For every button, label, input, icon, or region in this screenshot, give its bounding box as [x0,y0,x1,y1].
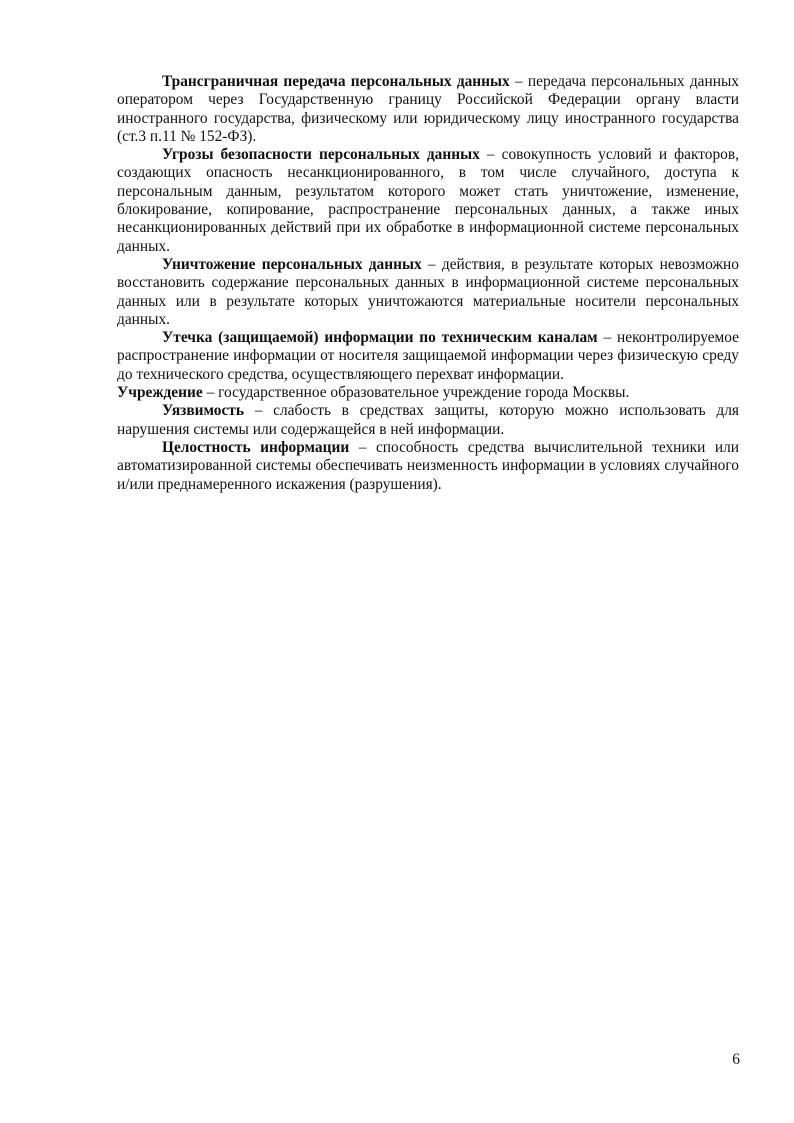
definition-text: – неконтролируемое распространение информации от носителя защищаемой информации через физическую среду до технического средства, осуществляющего перехват информации. [117,329,740,383]
definition-paragraph [117,146,739,256]
definition-paragraph [117,73,739,146]
definition-paragraph [117,329,739,384]
page-number: 6 [732,1051,740,1068]
definition-text: – способность средства вычислительной техники или автоматизированной системы обеспечивать неизменность информации в условиях случайного и/или преднамеренного искажения (разрушения). [117,438,739,493]
definition-term: Угрозы безопасности персональных данных [162,146,480,164]
definition-term: Трансграничная передача персональных данных [162,73,510,90]
definition-text: – совокупность условий и факторов, создающих опасность несанкционированного, в том числе случайного, доступа к персональным данным, результатом которого может стать уничтожение, изменение, блокирование, копирование, распространение персональных данных, а также иных несанкционированных действий при их обработке в информационной системе персональных данных. [117,146,739,255]
definition-term: Уязвимость [162,402,245,420]
definition-paragraph [117,384,739,402]
definition-text: – государственное образовательное учреждение города Москвы. [202,384,630,402]
definition-term: Целостность информации [162,438,350,456]
definition-text: – передача персональных данных оператором через Государственную границу Российской Федерации органу власти иностранного государства, физическому или юридическому лицу иностранного государства (ст.3 п.11 № 152-ФЗ). [117,73,739,145]
definition-term: Учреждение [117,384,203,402]
definition-text: – слабость в средствах защиты, которую можно использовать для нарушения системы или содержащейся в ней информации. [117,402,739,438]
definition-paragraph [117,256,739,329]
definition-paragraph [117,402,739,439]
document-body [117,73,739,494]
definition-text: – действия, в результате которых невозможно восстановить содержание персональных данных в информационной системе персональных данных или в результате которых уничтожаются материальные носители персональных данных. [117,255,739,328]
definition-term: Уничтожение персональных данных [162,255,422,273]
definition-term: Утечка (защищаемой) информации по техническим каналам [162,329,598,347]
definition-paragraph [117,439,739,494]
